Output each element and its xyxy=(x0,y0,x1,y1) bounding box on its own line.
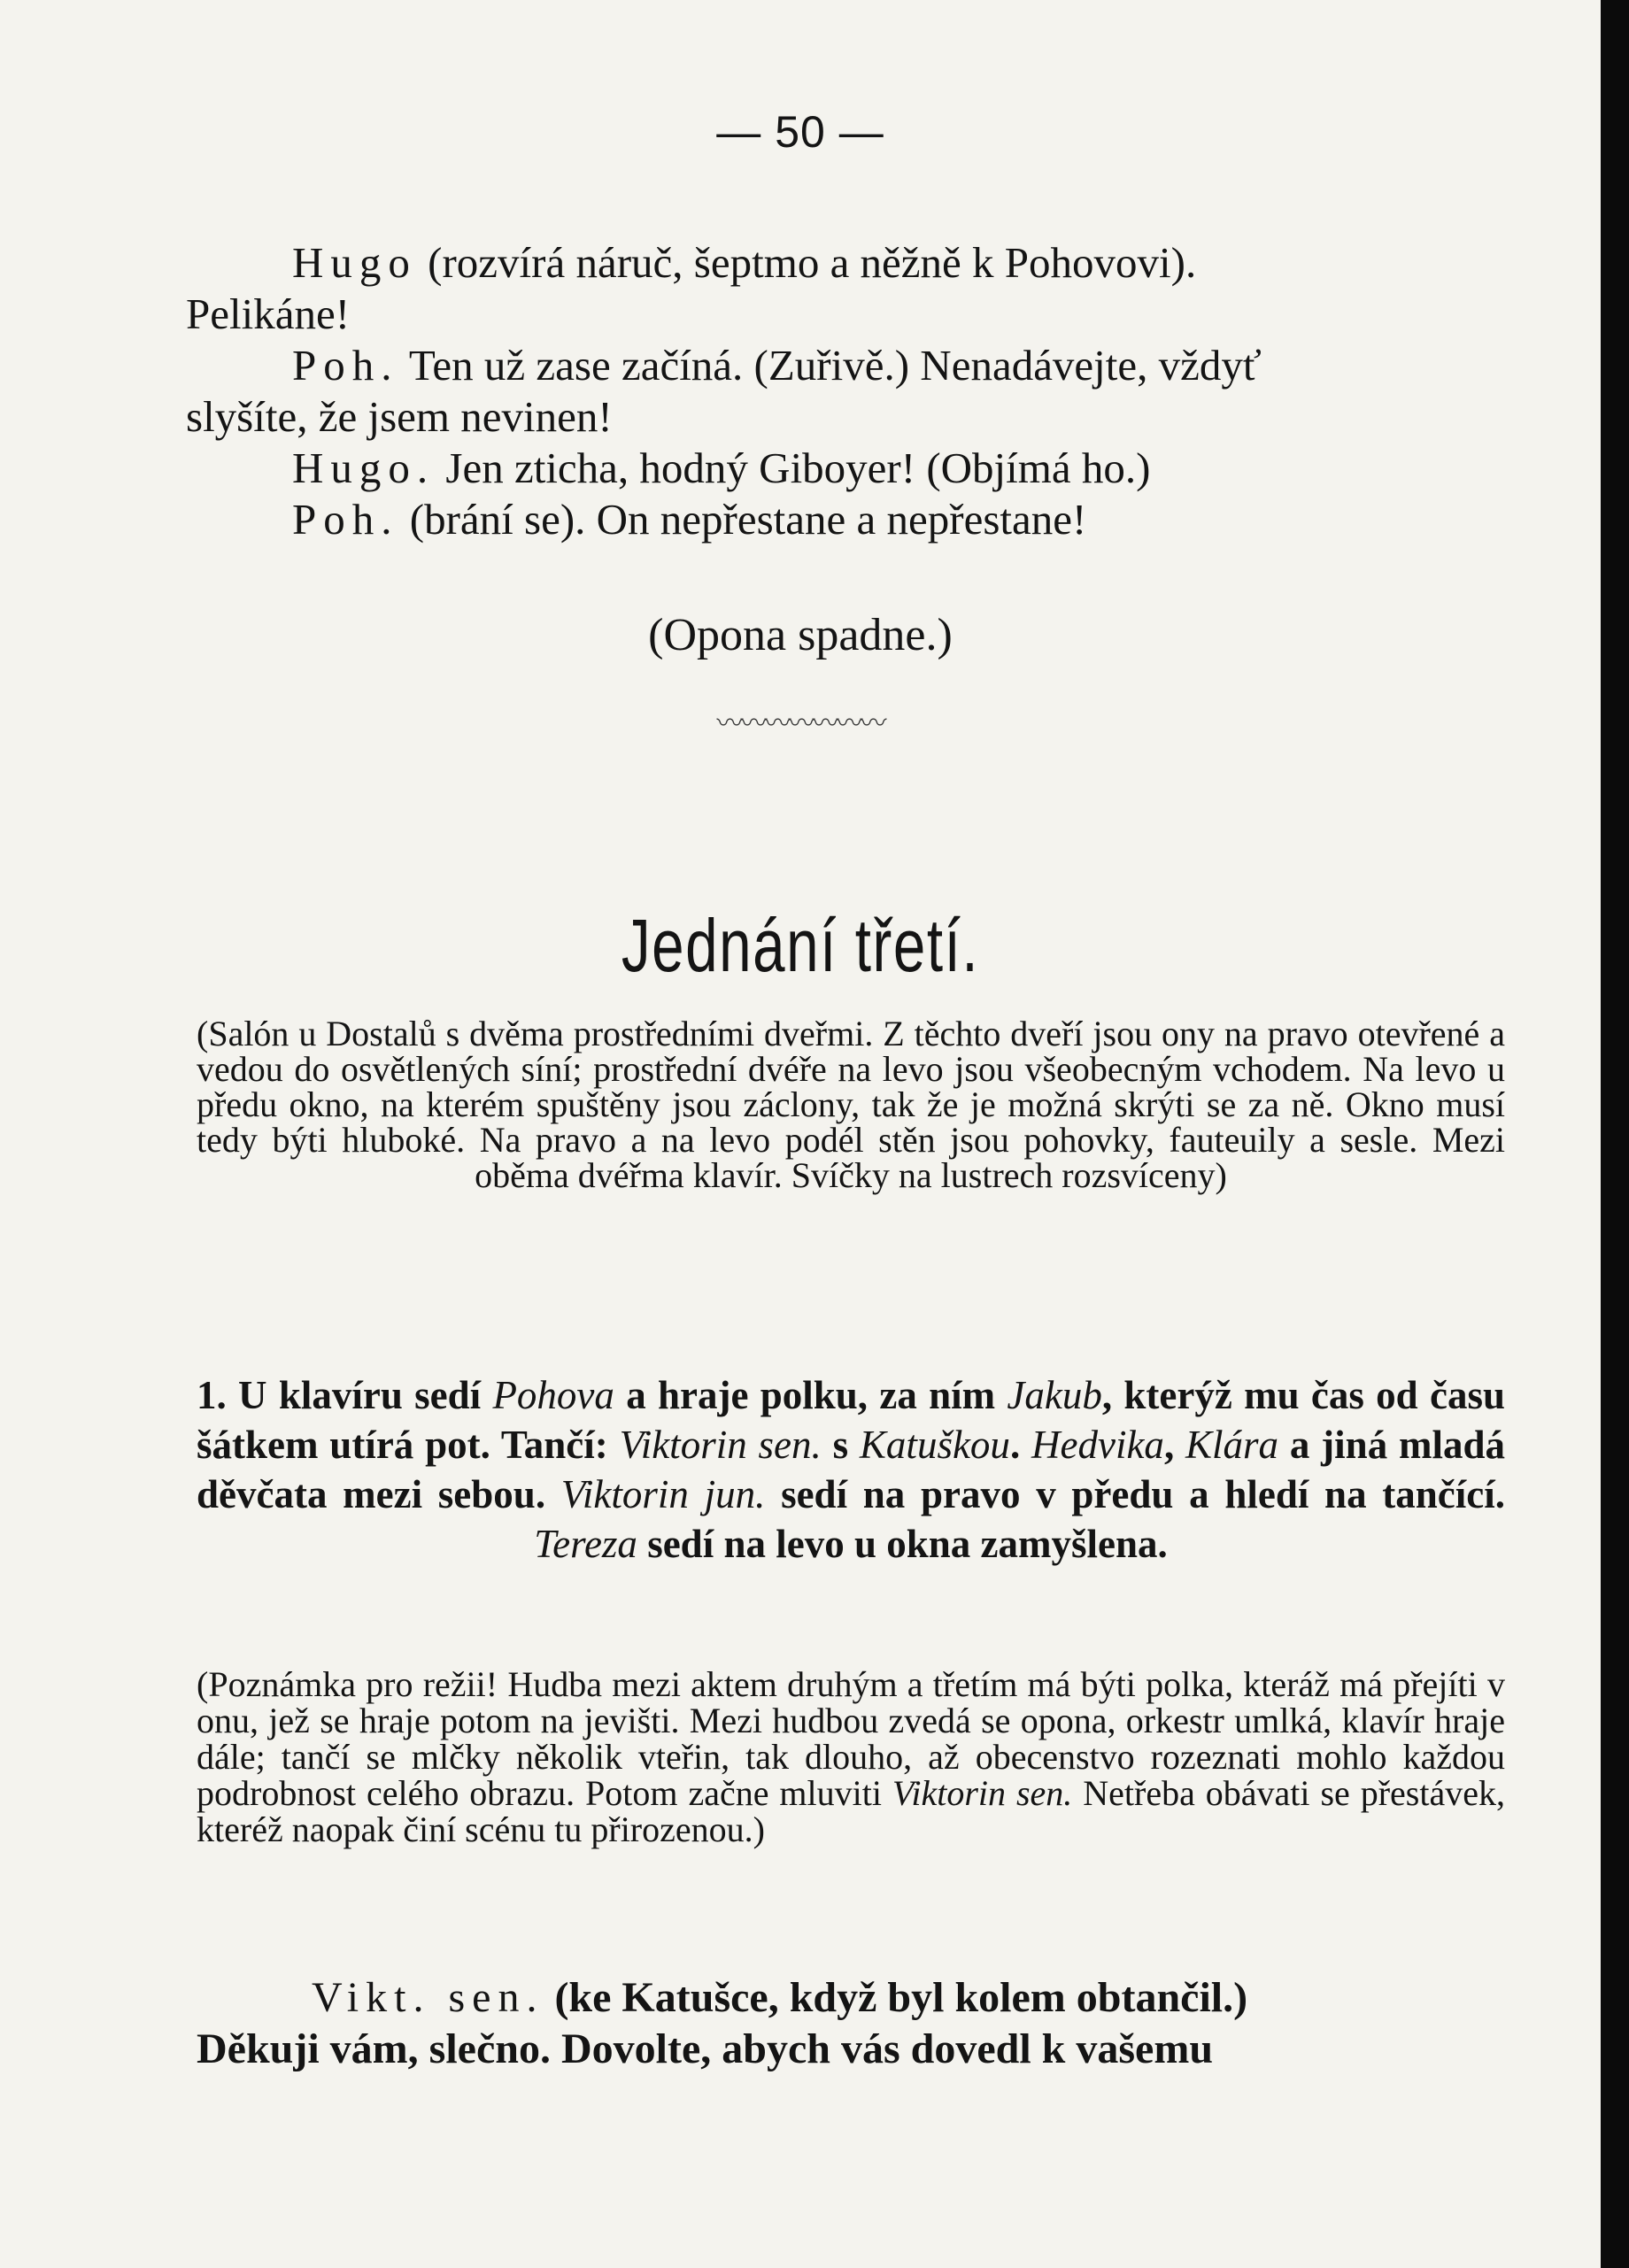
scene-text: a jiná mladá děvčata mezi sebou. xyxy=(197,1423,1506,1516)
scene-text: sedí na pravo v předu a hledí na tančící. xyxy=(765,1472,1505,1516)
scene-text: sedí na levo u okna zamyšlena. xyxy=(637,1522,1168,1566)
scene-text: a hraje polku, za ním xyxy=(614,1373,1008,1417)
character-name: Viktorin jun. xyxy=(560,1472,766,1516)
scene-text: 1. U klavíru sedí xyxy=(197,1373,493,1417)
dialogue-line-1 xyxy=(186,237,1514,340)
dialogue-line-2 xyxy=(186,340,1514,443)
scene-description xyxy=(197,1370,1505,1569)
note-text: (Poznámka pro režii! Hudba mezi aktem druhým a třetím má býti polka, kteráž má přejíti v onu, jež se hraje potom na jevišti. Mezi hudbou zvedá se opona, orkestr umlká, klavír hraje dále; tančí se mlčky několik vteřin, tak dlouho, až obecenstvo rozeznati mohlo každou podrobnost celého obrazu. Potom začne mluviti xyxy=(197,1664,1505,1813)
speaker-name: Hugo. xyxy=(292,444,436,492)
character-name: Viktorin sen. xyxy=(619,1423,822,1467)
character-name: Jakub xyxy=(1007,1373,1102,1417)
stage-direction: (Salón u Dostalů s dvěma prostředními dveřmi. Z těchto dveří jsou ony na pravo otevřené a vedou do osvětlených síní; prostřední dvéře na levo jsou všeobecným vchodem. Na levo u předu okno, na kterém spuštěny jsou záclony, tak že je možná skrýti se za ně. Okno musí tedy býti hluboké. Na pravo a na levo podél stěn jsou pohovky, fauteuily a sesle. Mezi oběma dvéřma klavír. Svíčky na lustrech rozsvíceny) xyxy=(197,1014,1505,1195)
dialogue-text: slyšíte, že jsem nevinen! xyxy=(186,392,613,441)
character-name: Viktorin sen. xyxy=(892,1773,1073,1813)
dialogue-final xyxy=(197,1972,1505,2075)
speaker-name: Vikt. sen. xyxy=(312,1974,544,2021)
dialogue-line-4 xyxy=(186,494,1514,545)
director-note xyxy=(197,1666,1505,1848)
page-edge-border xyxy=(1601,0,1629,2268)
character-name: Katuškou xyxy=(859,1423,1010,1467)
wave-ornament: 〰〰〰〰〰〰〰 xyxy=(716,709,884,738)
scene-text: , xyxy=(1163,1423,1186,1467)
dialogue-text: Ten už zase začíná. (Zuřivě.) Nenadávejte, vždyť xyxy=(398,341,1262,390)
scene-text: , kterýž mu čas od času šátkem utírá pot. Tančí: xyxy=(197,1373,1506,1467)
speaker-name: Poh. xyxy=(292,495,399,544)
character-name: Klára xyxy=(1185,1423,1279,1467)
note-text: Netřeba obávati se přestávek, kteréž naopak činí scénu tu přirozenou.) xyxy=(197,1773,1505,1849)
act-title: Jednání třetí. xyxy=(621,904,980,987)
dialogue-text: (ke Katušce, když byl kolem obtančil.) xyxy=(544,1974,1248,2021)
speaker-name: Poh. xyxy=(292,341,399,390)
dialogue-line-3 xyxy=(186,443,1514,494)
dialogue-text: Pelikáne! xyxy=(186,289,351,338)
dialogue-text: (rozvírá náruč, šeptmo a něžně k Pohovovi). xyxy=(416,238,1197,287)
speaker-name: Hugo xyxy=(292,238,417,287)
character-name: Pohova xyxy=(492,1373,614,1417)
dialogue-text: (brání se). On nepřestane a nepřestane! xyxy=(398,495,1087,544)
character-name: Hedvika xyxy=(1031,1423,1164,1467)
page-number: — 50 — xyxy=(716,107,884,157)
character-name: Tereza xyxy=(534,1522,637,1566)
curtain-direction: (Opona spadne.) xyxy=(648,610,953,660)
scene-text: . xyxy=(1009,1423,1032,1467)
scene-text: s xyxy=(821,1423,860,1467)
dialogue-text: Jen zticha, hodný Giboyer! (Objímá ho.) xyxy=(435,444,1151,492)
dialogue-text: Děkuji vám, slečno. Dovolte, abych vás dovedl k vašemu xyxy=(197,2025,1214,2072)
